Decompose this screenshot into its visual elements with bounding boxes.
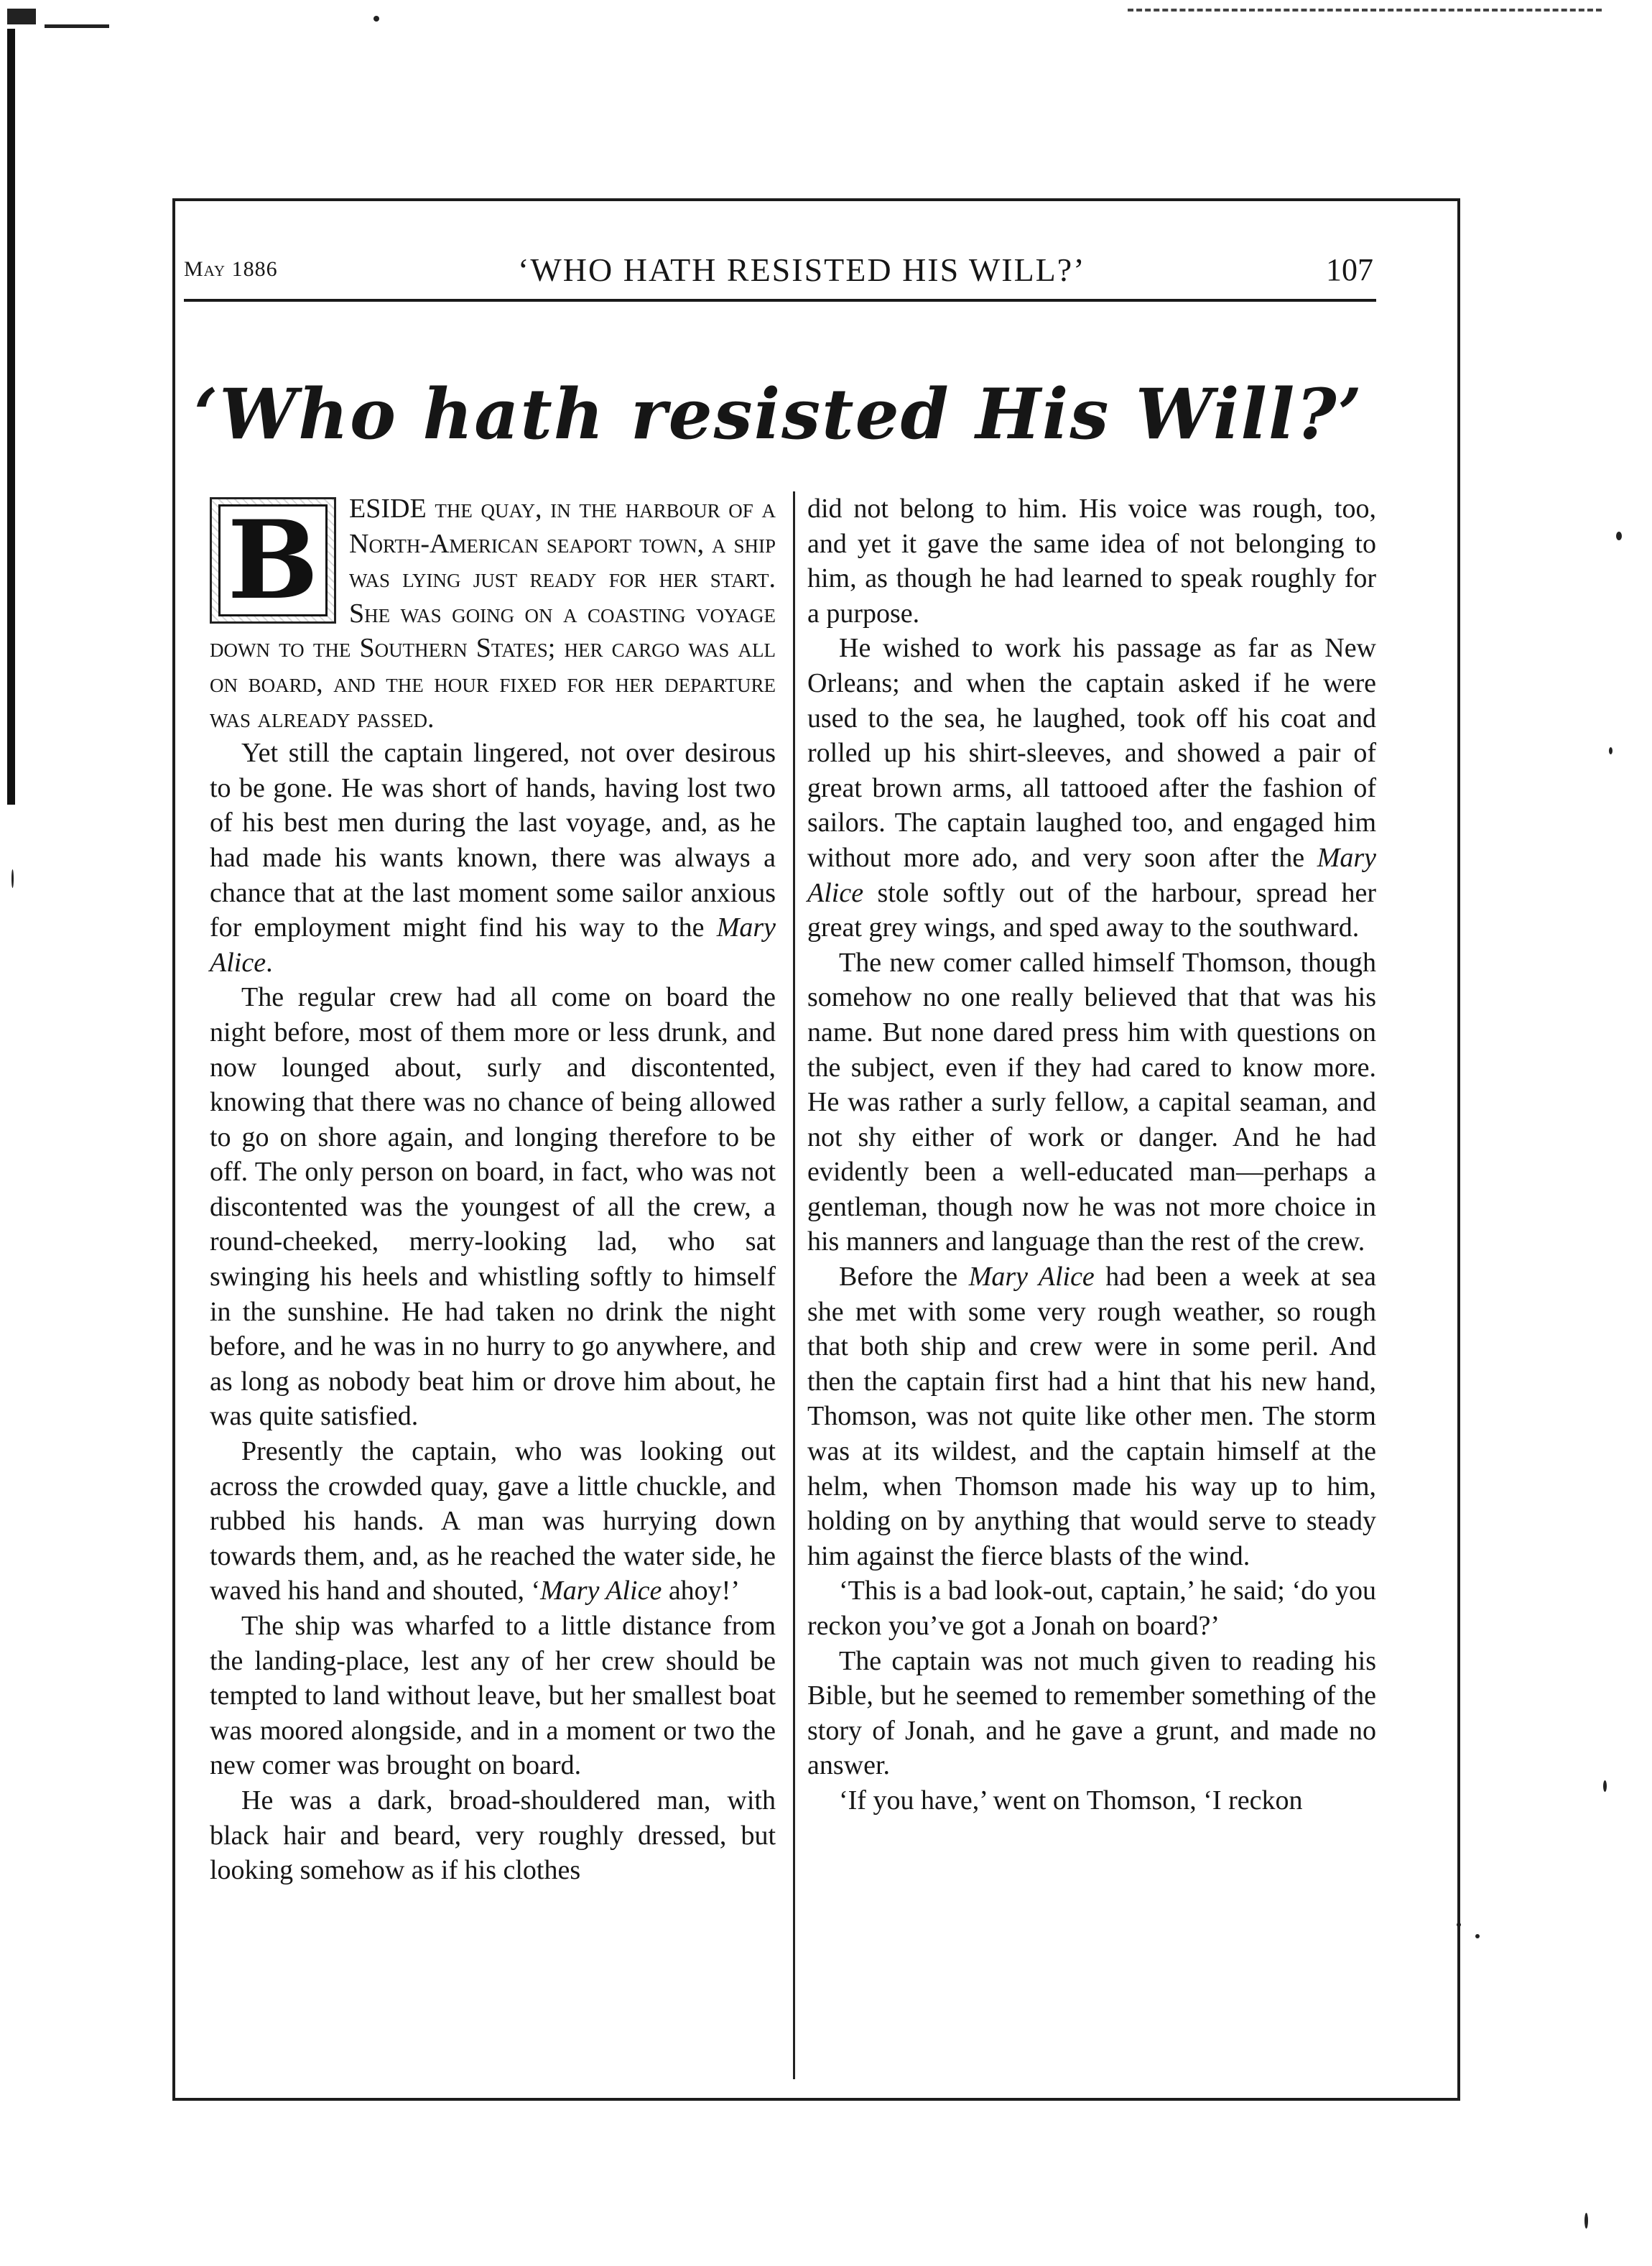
scan-dot (1584, 2213, 1588, 2229)
paragraph: Before the Mary Alice had been a week at sea she met with some very rough weather, so rough that both ship and crew were in some peril. And then the captain first had a hint that his new hand, Thomson, was not quite like other men. The storm was at its wildest, and the captain himself at the helm, when Thomson made his way up to him, holding on by anything that would serve to steady him against the fierce blasts of the wind. (807, 1262, 1377, 1571)
scan-dot (1609, 747, 1612, 754)
scan-dot (1603, 1780, 1607, 1792)
ship-name: Mary Alice (968, 1262, 1095, 1292)
column-rule (793, 491, 795, 2079)
right-column (807, 491, 1376, 1818)
paragraph: ESIDE the quay, in the harbour of a North-American seaport town, a ship was lying just ready for her start. She was going on a coasting voyage down to the Southern States; her cargo was all on board, and the hour fixed for her departure was already passed. (210, 494, 776, 734)
issue-date: May 1886 (184, 257, 278, 281)
drop-cap-letter: B (218, 504, 328, 616)
scan-corner-mark (7, 9, 36, 24)
paragraph: The regular crew had all come on board the night before, most of them more or less drunk, and now lounged about, surly and discontented, knowing that there was no chance of being allowed to go on shore again, and longing therefore to be off. The only person on board, in fact, who was not discontented was the youngest of all the crew, a round-cheeked, merry-looking lad, who sat swinging his heels and whistling softly to himself in the sunshine. He had taken no drink the night before, and he was in no hurry to go anywhere, and as long as nobody beat him or drove him about, he was quite satisfied. (210, 982, 776, 1432)
running-title: ‘WHO HATH RESISTED HIS WILL?’ (518, 251, 1086, 288)
scan-dot (373, 16, 379, 22)
paragraph: did not belong to him. His voice was rough, too, and yet it gave the same idea of not belonging to him, as though he had learned to speak roughly for a purpose. (807, 494, 1376, 629)
ship-name: Mary Alice (807, 842, 1376, 908)
scan-margin-rule (7, 29, 15, 805)
paragraph: The new comer called himself Thomson, though somehow no one really believed that that was his name. But none dared press him with questions on the subject, even if they had cared to know more. He was rather a surly fellow, a capital seaman, and not shy either of work or danger. And he had evidently been a well-educated man—perhaps a gentleman, though now he was not more choice in his manners and language than the rest of the crew. (807, 947, 1376, 1257)
scan-top-dashes (1128, 9, 1602, 13)
left-column (210, 491, 776, 1888)
paragraph: The captain was not much given to reading his Bible, but he seemed to remember something of the story of Jonah, and he gave a grunt, and made no answer. (807, 1645, 1376, 1781)
paragraph: He was a dark, broad-shouldered man, with black hair and beard, very roughly dressed, but looking somehow as if his clothes (210, 1785, 776, 1886)
scan-corner-dash (45, 24, 109, 28)
paragraph: Yet still the captain lingered, not over desirous to be gone. He was short of hands, having lost two of his best men during the last voyage, and, as he had made his wants known, there was always a chance that at the last moment some sailor anxious for employment might find his way to the Mary Alice. (210, 738, 776, 978)
ornamental-drop-cap (210, 497, 336, 624)
paragraph: The ship was wharfed to a little distance from the landing-place, lest any of her crew should be tempted to land without leave, but her smallest boat was moored alongside, and in a moment or two the new comer was brought on board. (210, 1611, 776, 1781)
page-number: 107 (1326, 251, 1373, 287)
paragraph: ‘This is a bad look-out, captain,’ he said; ‘do you reckon you’ve got a Jonah on board?’ (807, 1576, 1376, 1641)
scan-dot (1475, 1934, 1480, 1938)
ship-name: Mary Alice (210, 912, 776, 978)
header-rule (184, 299, 1376, 302)
ship-name: Mary Alice (540, 1576, 662, 1606)
article-title: ‘Who hath resisted His Will?’ (193, 374, 1364, 455)
scan-dot (11, 869, 14, 888)
paragraph: He wished to work his passage as far as New Orleans; and when the captain asked if he were used to the sea, he laughed, took off his coat and rolled up his shirt-sleeves, and showed a pair of great brown arms, all tattooed after the fashion of sailors. The captain laughed too, and engaged him without more ado, and very soon after the Mary Alice stole softly out of the harbour, spread her great grey wings, and sped away to the southward. (807, 633, 1376, 943)
running-header (184, 244, 1373, 295)
scan-dot (1616, 532, 1622, 540)
paragraph: ‘If you have,’ went on Thomson, ‘I reckon (839, 1785, 1303, 1816)
paragraph: Presently the captain, who was looking out across the crowded quay, gave a little chuckle, and rubbed his hands. A man was hurrying down towards them, and, as he reached the water side, he waved his hand and shouted, ‘Mary Alice ahoy!’ (210, 1436, 776, 1606)
